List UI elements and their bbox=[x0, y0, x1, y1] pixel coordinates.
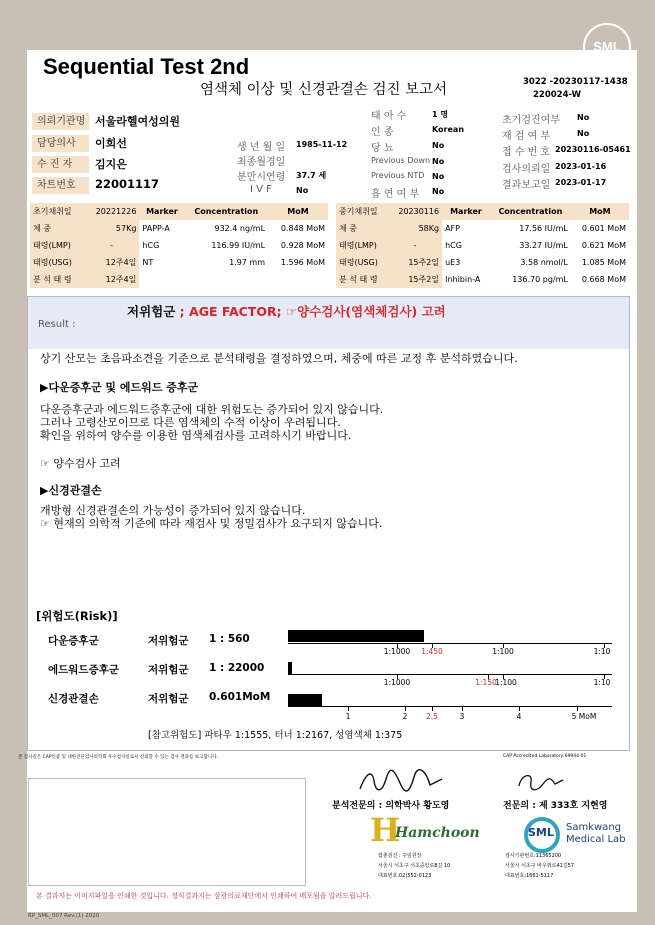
hamchoon-logo: Hamchoon bbox=[395, 825, 480, 841]
report-date-value: 2023-01-17 bbox=[555, 178, 607, 187]
reference-risk: [참고위험도] 파타우 1:1555, 터너 1:2167, 성염색체 1:375 bbox=[148, 730, 403, 741]
age-value: 37.7 세 bbox=[296, 171, 327, 180]
fetus-label: 태 아 수 bbox=[371, 111, 407, 122]
tick-label-cutoff: 1:450 bbox=[421, 647, 443, 656]
down-text-3: 확인을 위하여 양수를 이용한 염색체검사를 고려하시기 바랍니다. bbox=[40, 429, 352, 442]
axis-tick bbox=[432, 706, 433, 711]
tick-label: 5 MoM bbox=[571, 712, 597, 721]
sml-address-3: 대표번호:1661-5117 bbox=[505, 873, 554, 879]
ivf-value: No bbox=[296, 186, 309, 195]
prev-ntd-value: No bbox=[432, 172, 445, 181]
down-heading: ▶다운증후군 및 에드워드 증후군 bbox=[40, 381, 199, 394]
tick-label: 4 bbox=[516, 712, 522, 721]
ivf-label: I V F bbox=[250, 184, 272, 195]
axis-tick bbox=[577, 706, 578, 711]
first-trimester-table bbox=[30, 203, 328, 288]
request-date-label: 검사의뢰일 bbox=[502, 164, 551, 175]
retest-label: 재 검 여 부 bbox=[502, 131, 551, 142]
risk-level-ntd: 저위험군 bbox=[148, 693, 189, 705]
sml-logo: SML bbox=[583, 23, 631, 71]
request-date-value: 2023-01-16 bbox=[555, 162, 607, 171]
diabetes-label: 당 뇨 bbox=[371, 143, 394, 154]
sml-mark: SML bbox=[528, 826, 554, 839]
sml-name-2: Medical Lab bbox=[566, 834, 626, 845]
table-row: 태령(LMP) - hCG 33.27 IU/mL 0.621 MoM bbox=[336, 237, 629, 254]
first-screening-label: 초기검진여부 bbox=[502, 115, 560, 126]
specialist-name: 전문의 : 제 333호 지현영 bbox=[503, 801, 608, 811]
sml-name-1: Samkwang bbox=[566, 822, 621, 833]
tick-label: 3 bbox=[459, 712, 465, 721]
first-date-label: 초기채취일 bbox=[30, 203, 84, 220]
birth-value: 1985-11-12 bbox=[296, 140, 348, 149]
risk-bar-edwards bbox=[288, 662, 292, 674]
risk-value-edwards: 1 : 22000 bbox=[209, 662, 265, 674]
doctor-label: 담당의사 bbox=[32, 135, 89, 152]
tick-label: 1:1000 bbox=[383, 647, 411, 656]
risk-heading: [위험도(Risk)] bbox=[36, 609, 118, 623]
result-intro: 상기 산모는 초음파소견을 기준으로 분석태령을 결정하였으며, 체중에 따른 교정 후 분석하였습니다. bbox=[40, 352, 518, 365]
risk-axis-down bbox=[288, 643, 612, 644]
axis-tick bbox=[348, 706, 349, 711]
hamchoon-address-1: 함춘검진 : 주임원장 bbox=[378, 853, 422, 859]
tick-label-cutoff: 1:150 bbox=[475, 678, 497, 687]
first-screening-value: No bbox=[577, 113, 590, 122]
tick-label: 2 bbox=[402, 712, 408, 721]
risk-level-edwards: 저위험군 bbox=[148, 664, 189, 676]
birth-label: 생 년 월 일 bbox=[237, 142, 286, 153]
down-text-2: 그러나 고령산모이므로 다른 염색체의 수적 이상이 우려됩니다. bbox=[40, 416, 341, 429]
report-id-1: 3022 -20230117-1438 bbox=[523, 77, 628, 87]
col-mom: MoM bbox=[571, 203, 629, 220]
risk-name-down: 다운증후군 bbox=[48, 635, 99, 647]
patient-name: 김지은 bbox=[95, 158, 127, 171]
institution-label: 의뢰기관명 bbox=[32, 113, 89, 130]
specialist-signature bbox=[515, 768, 567, 796]
col-concentration: Concentration bbox=[490, 203, 571, 220]
ntd-heading: ▶신경관결손 bbox=[40, 484, 102, 497]
hamchoon-address-2: 서울시 서초구 서초중앙로8길 10 bbox=[378, 863, 451, 869]
risk-name-ntd: 신경관결손 bbox=[48, 693, 99, 705]
risk-name-edwards: 에드워드증후군 bbox=[48, 664, 120, 676]
hamchoon-address-3: 대표번호:02)552-0123 bbox=[378, 873, 432, 879]
second-date-label: 중기채취일 bbox=[336, 203, 388, 220]
report-date-label: 결과보고일 bbox=[502, 180, 551, 191]
prev-down-label: Previous Down bbox=[371, 156, 431, 165]
cap-accreditation: CAP Accredited Laboratory 69944-01 bbox=[503, 754, 587, 759]
col-concentration: Concentration bbox=[185, 203, 268, 220]
doctor-value: 이희선 bbox=[95, 137, 127, 150]
fetus-value: 1 명 bbox=[432, 110, 449, 119]
table-row: 분 석 태 령 12주4일 bbox=[30, 271, 328, 288]
tick-label: 1:100 bbox=[495, 678, 517, 687]
table-row: 태령(LMP) - hCG 116.99 IU/mL 0.928 MoM bbox=[30, 237, 328, 254]
tick-label: 1:10 bbox=[593, 678, 611, 687]
risk-bar-down bbox=[288, 630, 424, 642]
report-id-2: 220024-W bbox=[533, 90, 582, 100]
first-date: 20221226 bbox=[84, 203, 140, 220]
retest-value: No bbox=[577, 129, 590, 138]
risk-value-down: 1 : 560 bbox=[209, 633, 250, 645]
table-row: 태령(USG) 15주2일 uE3 3.58 nmol/L 1.085 MoM bbox=[336, 254, 629, 271]
lmp-label: 최종월경일 bbox=[237, 157, 286, 168]
institution-value: 서울라헬여성의원 bbox=[95, 115, 181, 128]
race-value: Korean bbox=[432, 125, 465, 134]
chart-number: 22001117 bbox=[95, 177, 160, 191]
tick-label: 1:10 bbox=[593, 647, 611, 656]
form-code: RP_SML_007 Rev.(1) 2020 bbox=[28, 913, 100, 919]
down-text-1: 다운증후군과 에드워드증후군에 대한 위험도는 증가되어 있지 않습니다. bbox=[40, 403, 384, 416]
ntd-text-2: ☞ 현재의 의학적 기준에 따라 재검사 및 정밀검사가 요구되지 않습니다. bbox=[40, 517, 383, 530]
notes-box bbox=[28, 778, 306, 886]
risk-axis-ntd bbox=[288, 706, 612, 707]
lab-disclaimer: 본 검사실은 CAP인증 및 대한진단검사의학회 우수검사실로서 신뢰할 수 있는 검사 결과를 보고합니다. bbox=[18, 755, 218, 760]
race-label: 인 종 bbox=[371, 127, 394, 138]
tick-label-cutoff: 2.5 bbox=[426, 712, 438, 721]
result-label: Result : bbox=[38, 319, 76, 330]
sml-address-1: 검사기관번호:11365200 bbox=[505, 853, 562, 859]
age-label: 분만시연령 bbox=[237, 172, 286, 183]
tick-label: 1 bbox=[345, 712, 351, 721]
table-row: 태령(USG) 12주4일 NT 1.97 mm 1.596 MoM bbox=[30, 254, 328, 271]
diabetes-value: No bbox=[432, 141, 445, 150]
amnio-note: ☞ 양수검사 고려 bbox=[40, 457, 121, 470]
axis-tick bbox=[519, 706, 520, 711]
col-mom: MoM bbox=[268, 203, 328, 220]
risk-value-ntd: 0.601MoM bbox=[209, 691, 271, 703]
sml-address-2: 서울시 서초구 바우뫼로41길57 bbox=[505, 863, 575, 869]
ntd-text-1: 개방형 신경관결손의 가능성이 증가되어 있지 않습니다. bbox=[40, 504, 306, 517]
analyst-name: 분석전문의 : 의학박사 황도영 bbox=[332, 801, 450, 811]
col-marker: Marker bbox=[442, 203, 490, 220]
table-row: 체 중 57Kg PAPP-A 932.4 ng/mL 0.848 MoM bbox=[30, 220, 328, 237]
col-marker: Marker bbox=[139, 203, 184, 220]
tick-label: 1:100 bbox=[492, 647, 514, 656]
axis-tick bbox=[462, 706, 463, 711]
prev-down-value: No bbox=[432, 157, 445, 166]
analyst-signature bbox=[356, 765, 446, 797]
result-summary: 저위험군 ; AGE FACTOR; ☞양수검사(염색체검사) 고려 bbox=[127, 304, 446, 319]
smoking-label: 흡 연 여 부 bbox=[371, 189, 420, 200]
risk-level-down: 저위험군 bbox=[148, 635, 189, 647]
report-title: 염색체 이상 및 신경관결손 검진 보고서 bbox=[200, 82, 448, 98]
table-row: 체 중 58Kg AFP 17.56 IU/mL 0.601 MoM bbox=[336, 220, 629, 237]
print-notice: 본 결과지는 이미지파일을 인쇄한 것입니다. 정식결과지는 삼광의료재단에서 인쇄하여 배포됨을 알려드립니다. bbox=[36, 892, 372, 900]
accession-label: 접 수 번 호 bbox=[502, 147, 551, 158]
table-row: 분 석 태 령 15주2일 Inhibin-A 136.70 pg/mL 0.668 MoM bbox=[336, 271, 629, 288]
accession-value: 20230116-05461 bbox=[555, 145, 631, 154]
second-date: 20230116 bbox=[388, 203, 442, 220]
patient-name-label: 수 진 자 bbox=[32, 156, 89, 173]
axis-tick bbox=[405, 706, 406, 711]
chart-label: 차트번호 bbox=[32, 177, 89, 194]
page-title: Sequential Test 2nd bbox=[35, 51, 270, 83]
tick-label: 1:1000 bbox=[383, 678, 411, 687]
second-trimester-table bbox=[336, 203, 629, 288]
hamchoon-h-mark: H bbox=[370, 811, 401, 849]
risk-bar-ntd bbox=[288, 694, 322, 706]
risk-axis-edwards bbox=[288, 674, 612, 675]
smoking-value: No bbox=[432, 187, 445, 196]
prev-ntd-label: Previous NTD bbox=[371, 171, 425, 180]
